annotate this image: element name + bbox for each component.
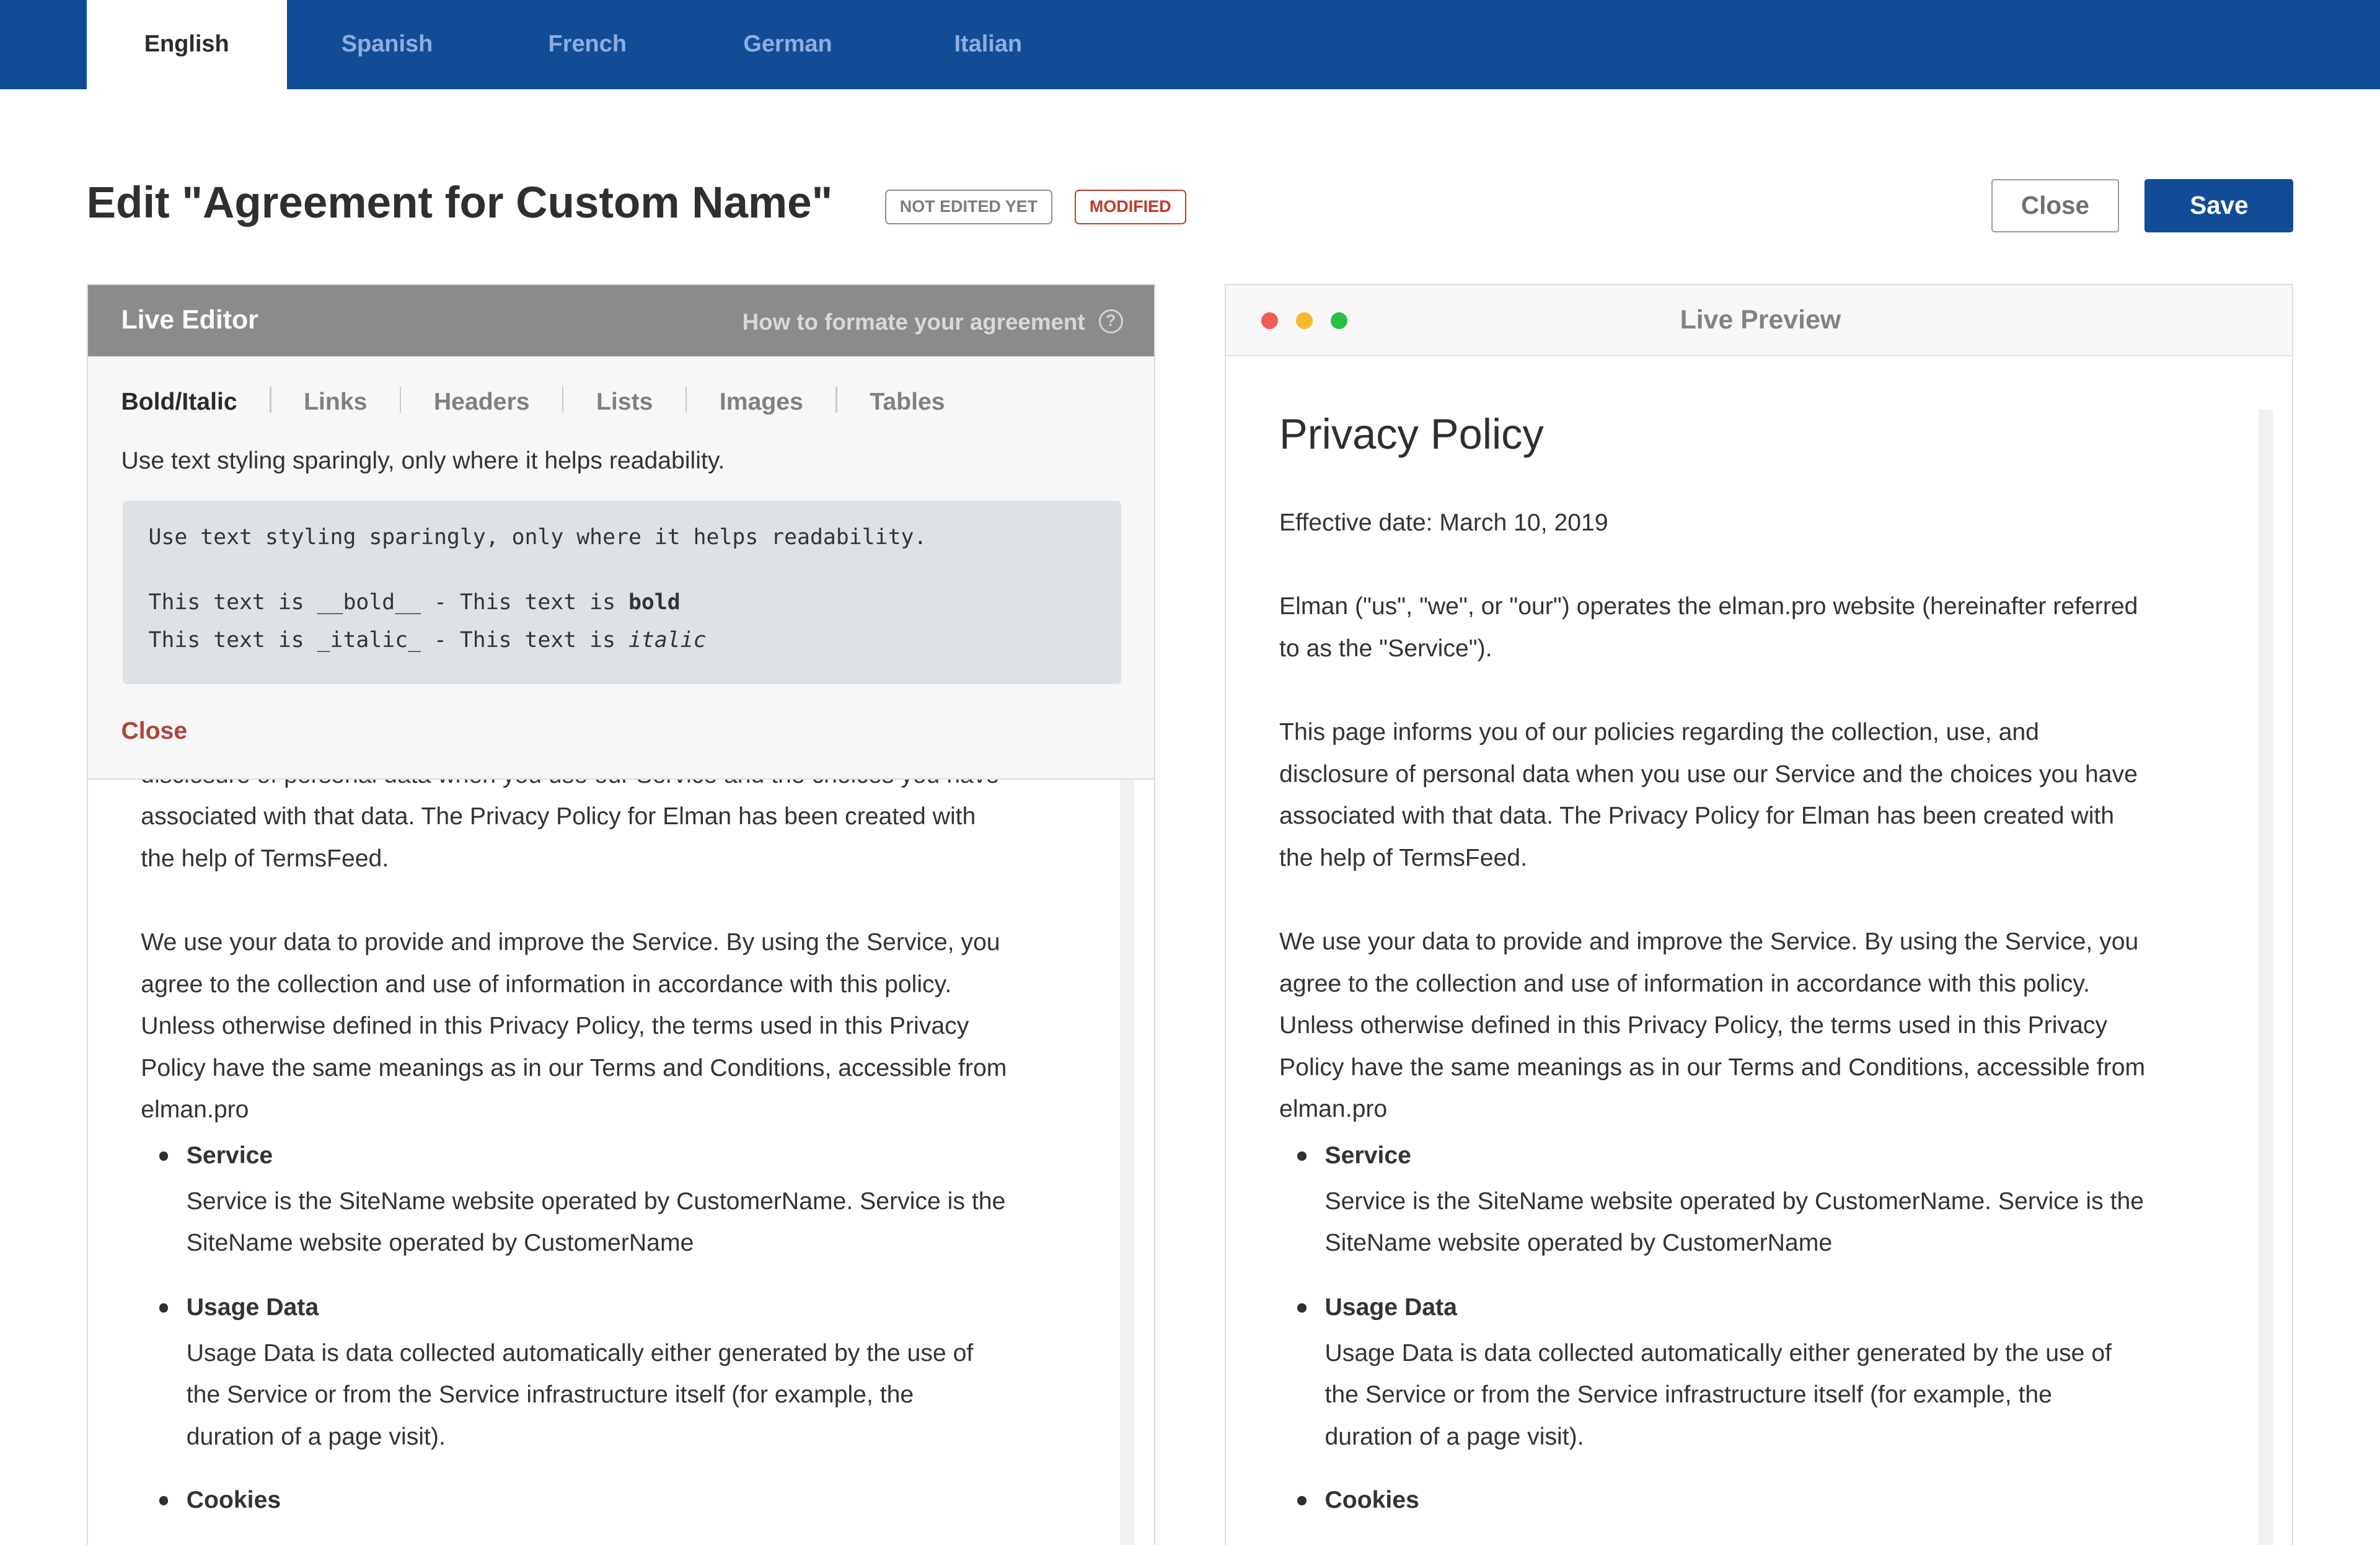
code-line [149, 590, 681, 615]
format-tab-lists[interactable]: Lists [596, 388, 653, 415]
definition-line: the Service or from the Service infrastructure itself (for example, the [1324, 1381, 2052, 1409]
definition-title: Service [186, 1142, 273, 1169]
preview-scrollbar[interactable] [2259, 410, 2273, 1545]
definition-line: Usage Data is data collected automatically either generated by the use of [186, 1339, 974, 1367]
code-italic-sample: italic [628, 628, 707, 653]
tab-divider [685, 387, 687, 413]
tab-german[interactable]: German [743, 31, 832, 57]
definition-title: Cookies [1324, 1487, 1419, 1514]
language-tab-bar [0, 0, 2380, 89]
definition-line: Usage Data is data collected automatically either generated by the use of [1324, 1339, 2112, 1367]
definition-title: Service [1324, 1142, 1411, 1169]
code-line: Use text styling sparingly, only where it helps readability. [148, 524, 927, 550]
tab-divider [562, 387, 563, 413]
definition-title: Usage Data [1324, 1294, 1457, 1321]
help-close-link[interactable]: Close [121, 717, 188, 744]
doc-line: associated with that data. The Privacy Policy for Elman has been created with [1279, 803, 2115, 830]
editor-line: associated with that data. The Privacy Policy for Elman has been created with [141, 803, 976, 830]
bullet-icon [1297, 1496, 1307, 1505]
live-preview-title: Live Preview [1680, 304, 1841, 335]
editor-text-area[interactable] [141, 754, 1112, 1545]
editor-line: We use your data to provide and improve the Service. By using the Service, you [141, 929, 1000, 956]
code-text: This text is _italic_ - This text is [148, 628, 628, 653]
editor-line: Policy have the same meanings as in our Terms and Conditions, accessible from [141, 1054, 1007, 1081]
bullet-icon [159, 1151, 169, 1161]
format-tab-headers[interactable]: Headers [433, 388, 530, 415]
definition-line: Service is the SiteName website operated by CustomerName. Service is the [186, 1187, 1006, 1215]
doc-line: elman.pro [1279, 1096, 1388, 1123]
definition-line: SiteName website operated by CustomerName [186, 1230, 694, 1257]
editor-line: elman.pro [141, 1096, 249, 1124]
tab-french[interactable]: French [548, 31, 627, 57]
bullet-icon [159, 1303, 169, 1313]
not-edited-badge: NOT EDITED YET [885, 190, 1052, 224]
bullet-icon [1297, 1303, 1307, 1313]
doc-line: This page informs you of our policies regarding the collection, use, and [1279, 719, 2039, 746]
doc-line: Unless otherwise defined in this Privacy Policy, the terms used in this Privacy [1279, 1012, 2108, 1039]
editor-line: the help of TermsFeed. [141, 845, 389, 872]
format-help-description: Use text styling sparingly, only where it helps readability. [121, 447, 725, 474]
modified-badge: MODIFIED [1075, 190, 1186, 224]
tab-divider [270, 387, 271, 413]
doc-line: to as the "Service"). [1279, 635, 1492, 662]
tab-italian[interactable]: Italian [954, 31, 1023, 57]
tab-spanish[interactable]: Spanish [341, 31, 433, 57]
question-circle-icon[interactable]: ? [1099, 309, 1123, 333]
definition-line: SiteName website operated by CustomerName [1324, 1230, 1833, 1257]
format-help-link[interactable]: How to formate your agreement [742, 309, 1085, 335]
code-bold-sample: bold [628, 590, 681, 615]
tab-divider [400, 387, 401, 413]
live-preview-header [1226, 285, 2293, 356]
save-button[interactable]: Save [2144, 179, 2293, 232]
tab-divider [835, 387, 837, 413]
live-editor-panel [87, 284, 1155, 1545]
live-editor-header [88, 285, 1155, 356]
bullet-icon [159, 1496, 169, 1505]
definition-line: the Service or from the Service infrastructure itself (for example, the [186, 1381, 914, 1409]
format-code-example [123, 501, 1121, 684]
doc-line: Policy have the same meanings as in our Terms and Conditions, accessible from [1279, 1054, 2146, 1081]
format-tab-bold-italic[interactable]: Bold/Italic [121, 388, 237, 415]
editor-line: agree to the collection and use of information in accordance with this policy. [141, 971, 952, 998]
format-help-panel [88, 356, 1155, 780]
editor-line: Unless otherwise defined in this Privacy Policy, the terms used in this Privacy [141, 1013, 969, 1040]
definition-line: duration of a page visit). [186, 1423, 446, 1450]
code-line [149, 628, 707, 653]
definition-title: Usage Data [186, 1294, 319, 1321]
tab-english[interactable]: English [87, 0, 287, 89]
format-tabs [121, 387, 945, 420]
bullet-icon [1297, 1151, 1307, 1161]
definition-line: Service is the SiteName website operated by CustomerName. Service is the [1324, 1187, 2144, 1215]
live-preview-panel [1225, 284, 2293, 1545]
doc-line: We use your data to provide and improve the Service. By using the Service, you [1279, 928, 2139, 956]
doc-line: Elman ("us", "we", or "our") operates the elman.pro website (hereinafter referred [1279, 593, 2138, 620]
definition-title: Cookies [186, 1487, 281, 1514]
preview-document [1279, 502, 2250, 1545]
close-button[interactable]: Close [1991, 179, 2119, 232]
doc-line: disclosure of personal data when you use our Service and the choices you have [1279, 760, 2138, 788]
format-tab-images[interactable]: Images [719, 388, 803, 415]
code-text: This text is __bold__ - This text is [148, 590, 628, 615]
page-title: Edit "Agreement for Custom Name" [86, 178, 833, 227]
document-heading: Privacy Policy [1279, 410, 1544, 458]
definition-line: duration of a page visit). [1324, 1423, 1584, 1450]
doc-line: the help of TermsFeed. [1279, 844, 1527, 871]
live-editor-title: Live Editor [121, 304, 258, 335]
effective-date: Effective date: March 10, 2019 [1279, 509, 1608, 537]
editor-scrollbar[interactable] [1120, 780, 1135, 1545]
format-tab-links[interactable]: Links [304, 388, 368, 415]
format-tab-tables[interactable]: Tables [870, 388, 945, 415]
doc-line: agree to the collection and use of information in accordance with this policy. [1279, 970, 2090, 997]
